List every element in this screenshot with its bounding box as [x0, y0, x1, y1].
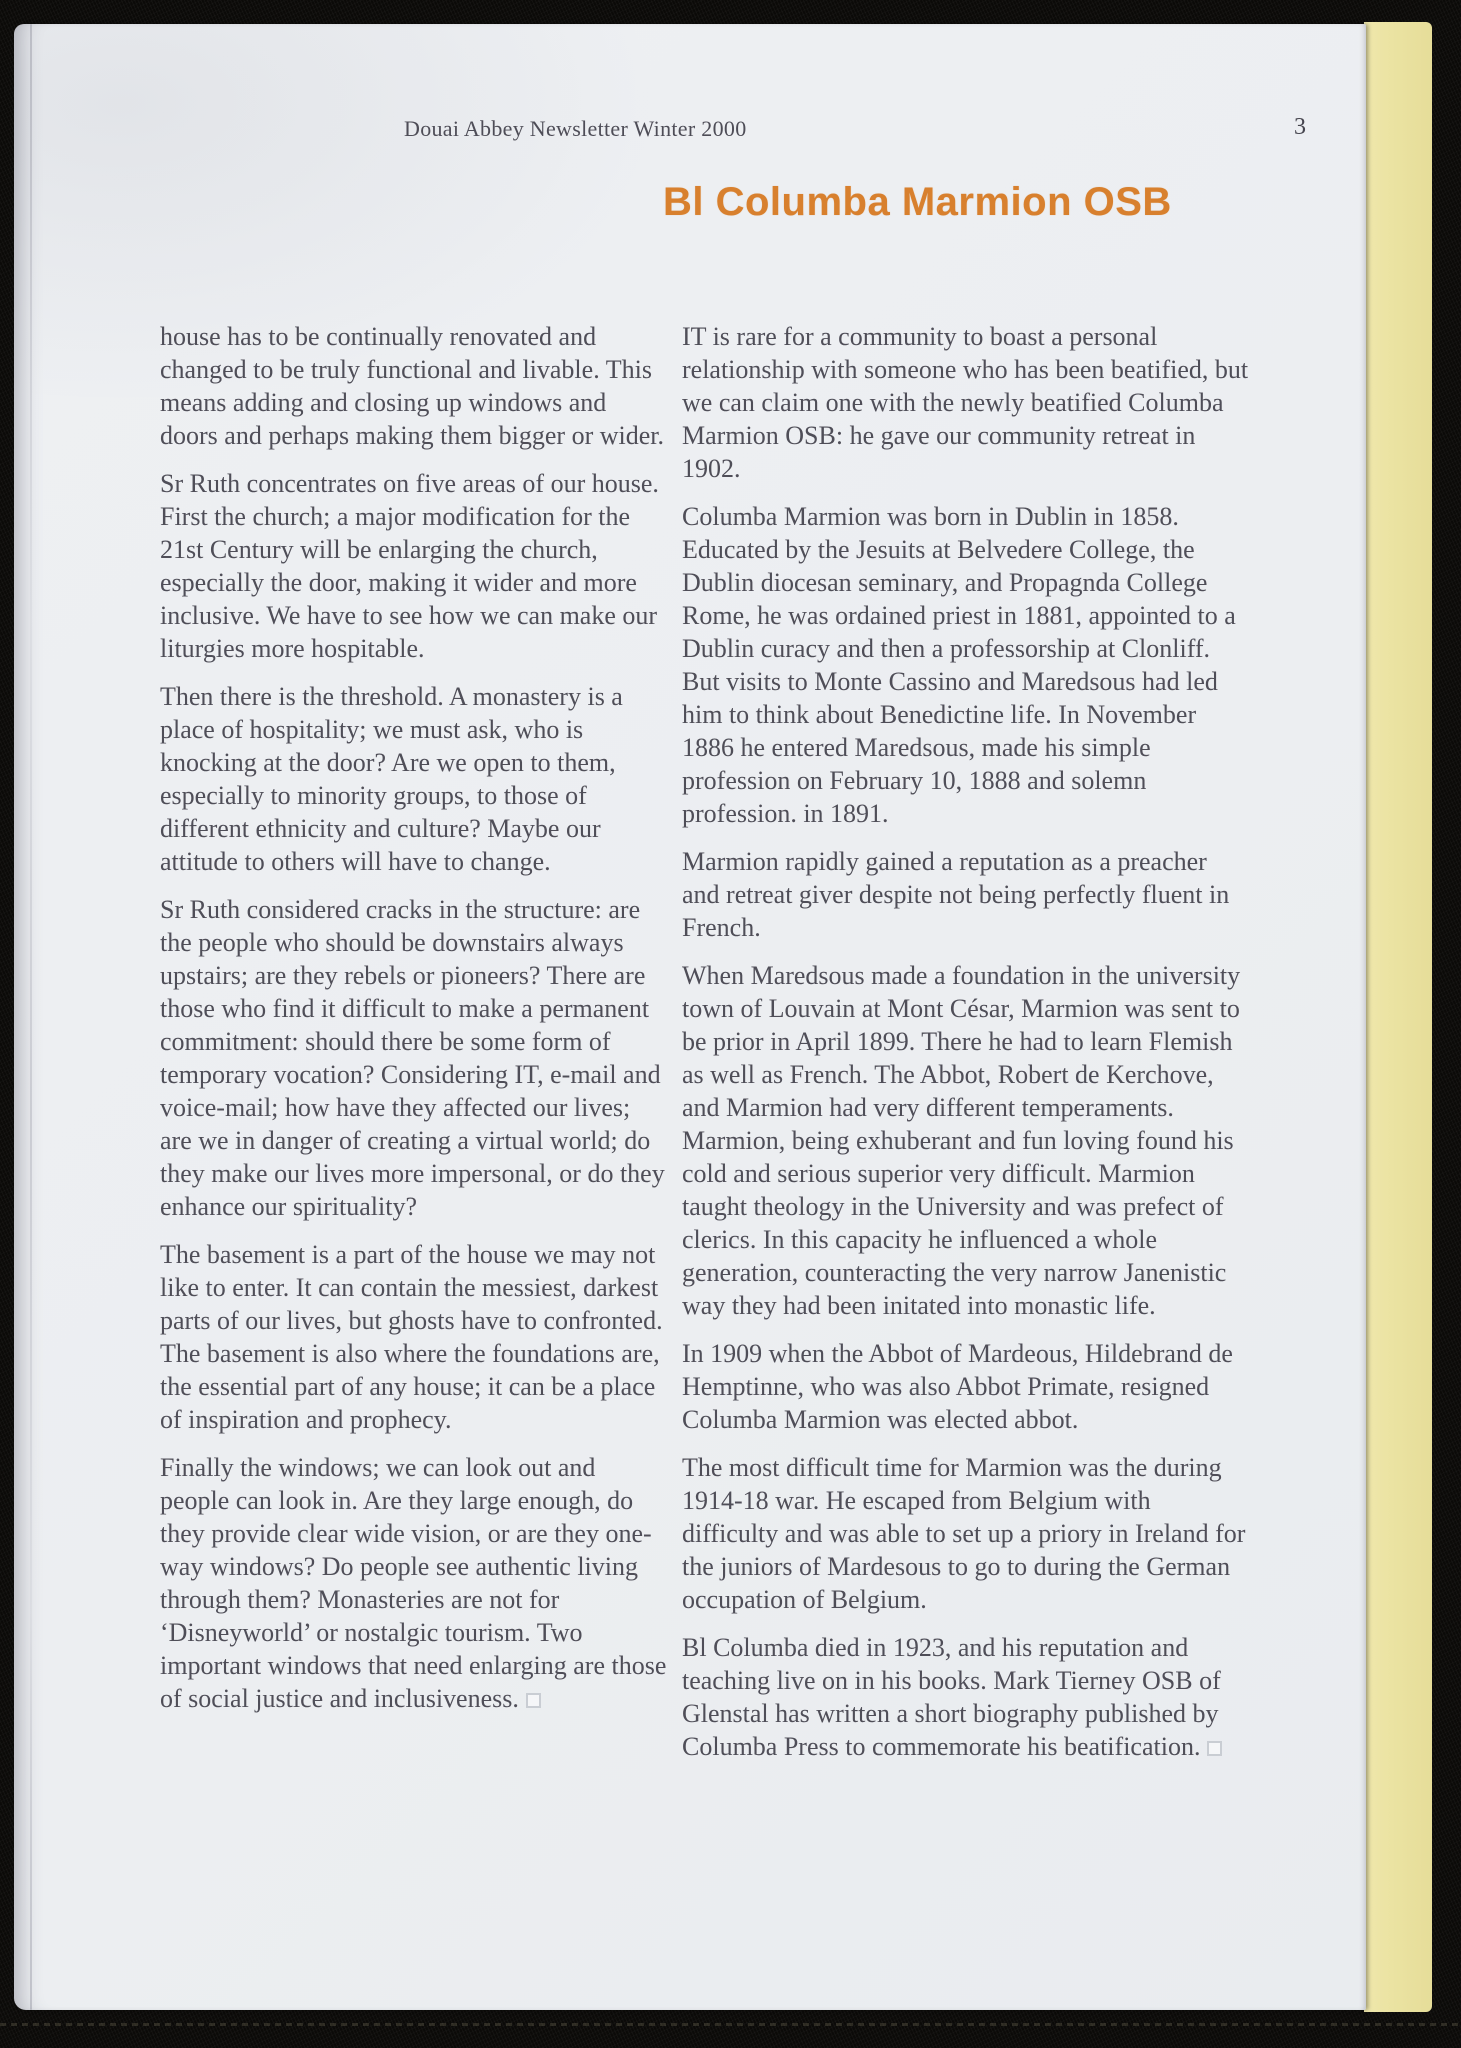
masthead-title: Douai Abbey Newsletter Winter 2000 [404, 116, 747, 141]
paragraph-text: Bl Columba died in 1923, and his reputation and teaching live on in his books. Mark Tierney OSB of Glenstal has written a short biography published by Columba Press to commemorate his beatification. [682, 1633, 1221, 1761]
next-page-edge [1364, 22, 1432, 2012]
paragraph: Columba Marmion was born in Dublin in 1858. Educated by the Jesuits at Belvedere College, the Dublin diocesan seminary, and Propagnda College Rome, he was ordained priest in 1881, appointed to a Dublin curacy and then a professorship at Clonliff. But visits to Monte Cassino and Maredsous had led him to think about Benedictine life. In November 1886 he entered Maredsous, made his simple profession on February 10, 1888 and solemn profession. in 1891. [682, 502, 1236, 828]
paragraph: When Maredsous made a foundation in the university town of Louvain at Mont César, Marmion was sent to be prior in April 1899. There he had to learn Flemish as well as French. The Abbot, Robert de Kerchove, and Marmion had very different temperaments. Marmion, being exhuberant and fun loving found his cold and serious superior very difficult. Marmion taught theology in the University and was prefect of clerics. In this capacity he influenced a whole generation, counteracting the very narrow Janenistic way they had been initated into monastic life. [682, 961, 1241, 1320]
paragraph: The basement is a part of the house we may not like to enter. It can contain the messiest, darkest parts of our lives, but ghosts have to confronted. The basement is also where the foundations are, the essential part of any house; it can be a place of inspiration and prophecy. [160, 1240, 663, 1434]
paragraph [682, 1631, 1249, 1763]
paragraph: IT is rare for a community to boast a personal relationship with someone who has been beatified, but we can claim one with the newly beatified Columba Marmion OSB: he gave our community retreat in 1902. [682, 322, 1249, 483]
page-number: 3 [1294, 114, 1306, 140]
paragraph: In 1909 when the Abbot of Mardeous, Hildebrand de Hemptinne, who was also Abbot Primate, resigned Columba Marmion was elected abbot. [682, 1339, 1233, 1434]
paragraph: Then there is the threshold. A monastery is a place of hospitality; we must ask, who is knocking at the door? Are we open to them, especially to minority groups, to those of different ethnicity and culture? Maybe our attitude to others will have to change. [160, 682, 623, 876]
paragraph [160, 1451, 667, 1715]
end-of-article-marker-icon [526, 1693, 541, 1708]
newsletter-page [14, 24, 1366, 2010]
right-text-column [682, 320, 1249, 1778]
binding-stitch-texture [0, 2023, 1461, 2026]
paragraph: Sr Ruth considered cracks in the structure: are the people who should be downstairs always upstairs; are they rebels or pioneers? There are those who find it difficult to make a permanent commitment: should there be some form of temporary vocation? Considering IT, e-mail and voice-mail; how have they affected our lives; are we in danger of creating a virtual world; do they make our lives more impersonal, or do they enhance our spirituality? [160, 895, 665, 1221]
binding-crease [30, 24, 32, 2010]
paragraph: The most difficult time for Marmion was the during 1914-18 war. He escaped from Belgium with difficulty and was able to set up a priory in Ireland for the juniors of Mardesous to go to during the German occupation of Belgium. [682, 1453, 1246, 1614]
left-text-column [160, 320, 667, 1730]
paragraph: Marmion rapidly gained a reputation as a preacher and retreat giver despite not being perfectly fluent in French. [682, 847, 1230, 942]
paragraph-text: Finally the windows; we can look out and people can look in. Are they large enough, do they provide clear wide vision, or are they one-way windows? Do people see authentic living through them? Monasteries are not for ‘Disneyworld’ or nostalgic tourism. Two important windows that need enlarging are those of social justice and inclusiveness. [160, 1453, 667, 1713]
paragraph: Sr Ruth concentrates on five areas of our house. First the church; a major modification for the 21st Century will be enlarging the church, especially the door, making it wider and more inclusive. We have to see how we can make our liturgies more hospitable. [160, 469, 659, 663]
article-heading: Bl Columba Marmion OSB [663, 180, 1172, 224]
paragraph: house has to be continually renovated and changed to be truly functional and livable. This means adding and closing up windows and doors and perhaps making them bigger or wider. [160, 322, 664, 450]
end-of-article-marker-icon [1207, 1741, 1222, 1756]
